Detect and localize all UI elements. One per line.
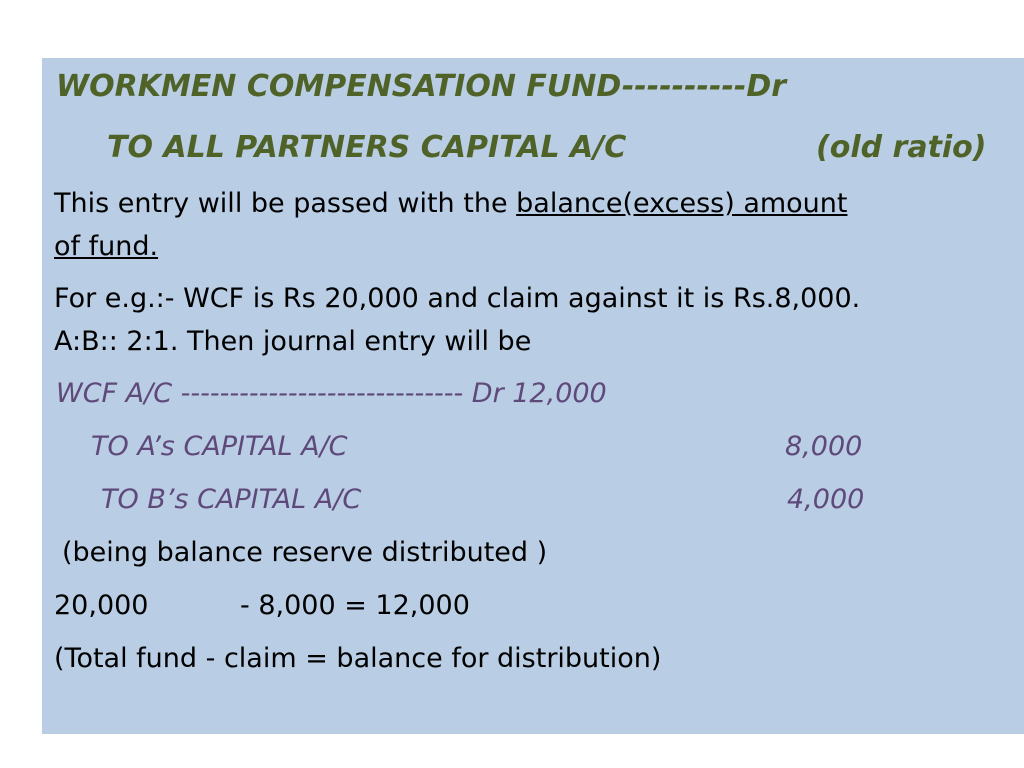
calculation-line-1-left: 20,000 [54, 590, 149, 621]
journal-credit-b-amount: 4,000 [787, 484, 865, 515]
example-line-2: A:B:: 2:1. Then journal entry will be [54, 326, 532, 357]
journal-credit-a-account: TO A’s CAPITAL A/C [91, 431, 348, 462]
example-line-1: For e.g.:- WCF is Rs 20,000 and claim against it is Rs.8,000. [54, 283, 861, 314]
journal-debit-line: WCF A/C ----------------------------- Dr 12,000 [56, 378, 607, 409]
journal-narration: (being balance reserve distributed ) [62, 537, 548, 568]
explanation-prefix: This entry will be passed with the [54, 188, 517, 219]
calculation-line-1-right: - 8,000 = 12,000 [240, 590, 470, 621]
heading-line-2-account: TO ALL PARTNERS CAPITAL A/C [107, 130, 627, 165]
calculation-line-2: (Total fund - claim = balance for distribution) [54, 643, 662, 674]
explanation-line-1 [54, 190, 848, 217]
explanation-underlined-1: balance(excess) amount [516, 188, 848, 219]
heading-line-2-note: (old ratio) [816, 130, 987, 165]
heading-line-1: WORKMEN COMPENSATION FUND----------Dr [56, 69, 787, 104]
journal-credit-a-amount: 8,000 [785, 431, 863, 462]
journal-credit-b-account: TO B’s CAPITAL A/C [101, 484, 362, 515]
explanation-underlined-2: of fund. [54, 231, 159, 262]
